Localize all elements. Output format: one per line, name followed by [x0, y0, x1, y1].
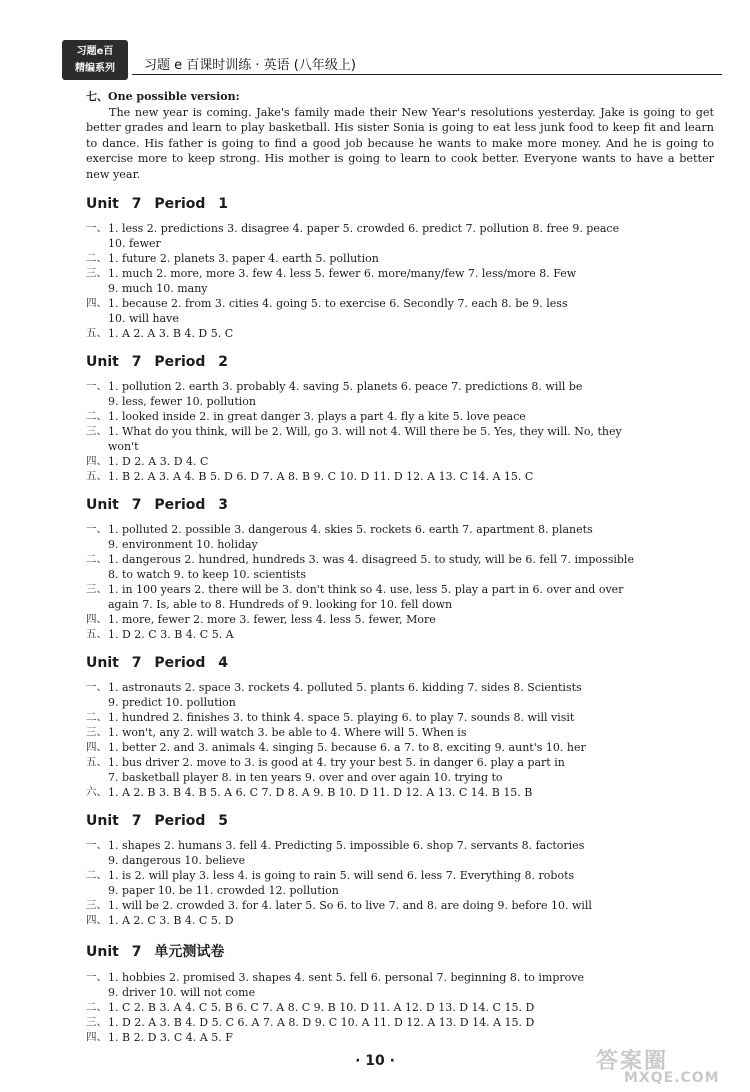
watermark-text: 答案圈 — [596, 1049, 669, 1074]
unit-title: Unit 7 Period 5 — [86, 813, 229, 830]
unit-title: Unit 7 单元测试卷 — [86, 944, 225, 961]
answer-line — [86, 379, 714, 394]
unit-section — [86, 196, 714, 341]
answer-text: 1. better 2. and 3. animals 4. singing 5. because 6. a 7. to 8. exciting 9. aunt's 10. her — [108, 741, 586, 755]
essay-text: The new year is coming. Jake's family made their New Year's resolutions yesterday. Jake is going to get better grades and learn to play basketball. His sister Sonia is going to eat less junk food to keep fit and learn to dance. His father is going to find a good job because he wants to make more money. And he is going to exercise more to keep strong. His mother is going to learn to cook better. Everyone wants to have a better new year. — [86, 106, 714, 181]
answer-line — [86, 537, 714, 552]
answer-text: 1. A 2. B 3. B 4. B 5. A 6. C 7. D 8. A 9. B 10. D 11. D 12. A 13. C 14. B 15. B — [108, 786, 533, 800]
answer-text: 1. B 2. A 3. A 4. B 5. D 6. D 7. A 8. B 9. C 10. D 11. D 12. A 13. C 14. A 15. C — [108, 470, 534, 484]
section-marker: 二、 — [86, 869, 107, 882]
answer-text: 1. hobbies 2. promised 3. shapes 4. sent 5. fell 6. personal 7. beginning 8. to improve — [108, 971, 584, 985]
section-marker: 六、 — [86, 786, 107, 799]
series-logo — [62, 40, 128, 80]
section-marker: 一、 — [86, 222, 107, 235]
answer-text: again 7. Is, able to 8. Hundreds of 9. looking for 10. fell down — [108, 598, 453, 612]
section-marker: 二、 — [86, 711, 107, 724]
answer-text: 9. driver 10. will not come — [108, 986, 256, 1000]
answer-text: 1. bus driver 2. move to 3. is good at 4. try your best 5. in danger 6. play a part in — [108, 756, 565, 770]
page-header — [62, 40, 722, 80]
answer-text: 1. less 2. predictions 3. disagree 4. paper 5. crowded 6. predict 7. pollution 8. free 9. peace — [108, 222, 620, 236]
section-marker: 二、 — [86, 410, 107, 423]
answer-line — [86, 582, 714, 597]
answer-text: 1. looked inside 2. in great danger 3. plays a part 4. fly a kite 5. love peace — [108, 410, 526, 424]
answer-line — [86, 853, 714, 868]
answer-line — [86, 680, 714, 695]
answer-line — [86, 394, 714, 409]
watermark-url: MXQE.COM — [624, 1070, 720, 1086]
unit-title: Unit 7 Period 4 — [86, 655, 229, 672]
section-marker: 一、 — [86, 681, 107, 694]
unit-section — [86, 941, 714, 1045]
unit-section — [86, 354, 714, 484]
answer-text: 7. basketball player 8. in ten years 9. over and over again 10. trying to — [108, 771, 503, 785]
answer-line — [86, 883, 714, 898]
answer-text: 9. paper 10. be 11. crowded 12. pollution — [108, 884, 339, 898]
section-marker: 一、 — [86, 523, 107, 536]
answer-text: 1. A 2. A 3. B 4. D 5. C — [108, 327, 234, 341]
unit-title: Unit 7 Period 1 — [86, 196, 229, 213]
answer-line — [86, 710, 714, 725]
header-divider — [132, 74, 722, 75]
answer-line — [86, 785, 714, 800]
answer-line — [86, 755, 714, 770]
answer-line — [86, 838, 714, 853]
answer-line — [86, 770, 714, 785]
answer-line — [86, 469, 714, 484]
answer-line — [86, 1000, 714, 1015]
answer-text: 1. D 2. A 3. B 4. D 5. C 6. A 7. A 8. D 9. C 10. A 11. D 12. A 13. D 14. A 15. D — [108, 1016, 535, 1030]
answer-line — [86, 898, 714, 913]
answer-line — [86, 725, 714, 740]
unit-section — [86, 813, 714, 928]
answer-text: 1. B 2. D 3. C 4. A 5. F — [108, 1031, 233, 1045]
unit-title: Unit 7 Period 3 — [86, 497, 229, 514]
answer-line — [86, 236, 714, 251]
section-marker: 三、 — [86, 583, 107, 596]
section-marker: 一、 — [86, 839, 107, 852]
essay-label: 七、One possible version: — [86, 90, 240, 103]
answer-text: 1. because 2. from 3. cities 4. going 5. to exercise 6. Secondly 7. each 8. be 9. less — [108, 297, 568, 311]
answer-text: 9. less, fewer 10. pollution — [108, 395, 256, 409]
logo-line-1: 习题e百 — [76, 46, 114, 57]
answer-text: 1. C 2. B 3. A 4. C 5. B 6. C 7. A 8. C 9. B 10. D 11. A 12. D 13. D 14. C 15. D — [108, 1001, 535, 1015]
section-marker: 五、 — [86, 628, 107, 641]
answer-line — [86, 311, 714, 326]
answer-line — [86, 424, 714, 439]
units-container — [86, 196, 714, 1045]
answer-line — [86, 597, 714, 612]
answer-line — [86, 552, 714, 567]
answer-text: 1. much 2. more, more 3. few 4. less 5. fewer 6. more/many/few 7. less/more 8. Few — [108, 267, 577, 281]
section-marker: 五、 — [86, 327, 107, 340]
answer-line — [86, 695, 714, 710]
answer-text: 10. fewer — [108, 237, 161, 251]
answer-line — [86, 296, 714, 311]
section-marker: 五、 — [86, 756, 107, 769]
answer-text: 1. astronauts 2. space 3. rockets 4. polluted 5. plants 6. kidding 7. sides 8. Scientists — [108, 681, 582, 695]
answer-text: 1. won't, any 2. will watch 3. be able to 4. Where will 5. When is — [108, 726, 467, 740]
answer-line — [86, 251, 714, 266]
answer-text: 1. polluted 2. possible 3. dangerous 4. skies 5. rockets 6. earth 7. apartment 8. planets — [108, 523, 593, 537]
answer-line — [86, 1030, 714, 1045]
answer-text: 1. hundred 2. finishes 3. to think 4. space 5. playing 6. to play 7. sounds 8. will visit — [108, 711, 575, 725]
answer-line — [86, 567, 714, 582]
answer-line — [86, 409, 714, 424]
answer-line — [86, 627, 714, 642]
answer-content — [86, 88, 714, 1045]
section-marker: 一、 — [86, 380, 107, 393]
answer-line — [86, 439, 714, 454]
unit-title: Unit 7 Period 2 — [86, 354, 229, 371]
answer-line — [86, 522, 714, 537]
answer-line — [86, 970, 714, 985]
answer-line — [86, 868, 714, 883]
answer-line — [86, 612, 714, 627]
answer-line — [86, 454, 714, 469]
section-marker: 四、 — [86, 455, 107, 468]
answer-text: 1. D 2. C 3. B 4. C 5. A — [108, 628, 234, 642]
watermark-logo — [596, 1044, 740, 1086]
answer-text: 9. much 10. many — [108, 282, 208, 296]
section-marker: 三、 — [86, 726, 107, 739]
answer-text: 1. shapes 2. humans 3. fell 4. Predicting 5. impossible 6. shop 7. servants 8. factories — [108, 839, 585, 853]
answer-text: 9. environment 10. holiday — [108, 538, 258, 552]
section-marker: 三、 — [86, 899, 107, 912]
answer-line — [86, 1015, 714, 1030]
section-marker: 二、 — [86, 252, 107, 265]
section-marker: 三、 — [86, 425, 107, 438]
section-marker: 四、 — [86, 741, 107, 754]
book-title: 习题 e 百课时训练 · 英语 (八年级上) — [144, 58, 356, 73]
answer-text: 1. pollution 2. earth 3. probably 4. saving 5. planets 6. peace 7. predictions 8. will be — [108, 380, 583, 394]
answer-line — [86, 740, 714, 755]
section-marker: 四、 — [86, 613, 107, 626]
section-marker: 四、 — [86, 297, 107, 310]
answer-text: 1. future 2. planets 3. paper 4. earth 5. pollution — [108, 252, 379, 266]
section-marker: 三、 — [86, 267, 107, 280]
answer-text: 1. A 2. C 3. B 4. C 5. D — [108, 914, 234, 928]
answer-text: 9. dangerous 10. believe — [108, 854, 246, 868]
answer-line — [86, 281, 714, 296]
answer-text: 1. more, fewer 2. more 3. fewer, less 4. less 5. fewer, More — [108, 613, 436, 627]
section-marker: 二、 — [86, 1001, 107, 1014]
logo-line-2: 精编系列 — [75, 63, 115, 74]
answer-text: 8. to watch 9. to keep 10. scientists — [108, 568, 306, 582]
section-marker: 四、 — [86, 914, 107, 927]
answer-line — [86, 326, 714, 341]
answer-text: 1. What do you think, will be 2. Will, go 3. will not 4. Will there be 5. Yes, they will. No, they — [108, 425, 622, 439]
section-marker: 四、 — [86, 1031, 107, 1044]
section-marker: 二、 — [86, 553, 107, 566]
section-marker: 五、 — [86, 470, 107, 483]
answer-text: 10. will have — [108, 312, 179, 326]
answer-text: 1. in 100 years 2. there will be 3. don't think so 4. use, less 5. play a part in 6. over and over — [108, 583, 624, 597]
unit-section — [86, 497, 714, 642]
answer-line — [86, 985, 714, 1000]
answer-text: 1. is 2. will play 3. less 4. is going to rain 5. will send 6. less 7. Everything 8. robots — [108, 869, 575, 883]
unit-section — [86, 655, 714, 800]
answer-text: 1. D 2. A 3. D 4. C — [108, 455, 209, 469]
answer-text: won't — [108, 440, 139, 454]
section-marker: 一、 — [86, 971, 107, 984]
answer-text: 9. predict 10. pollution — [108, 696, 236, 710]
answer-text: 1. will be 2. crowded 3. for 4. later 5. So 6. to live 7. and 8. are doing 9. before 10. will — [108, 899, 592, 913]
answer-text: 1. dangerous 2. hundred, hundreds 3. was 4. disagreed 5. to study, will be 6. fell 7. impossible — [108, 553, 634, 567]
answer-line — [86, 913, 714, 928]
section-marker: 三、 — [86, 1016, 107, 1029]
answer-line — [86, 221, 714, 236]
answer-line — [86, 266, 714, 281]
page-number: · 10 · — [355, 1053, 395, 1069]
